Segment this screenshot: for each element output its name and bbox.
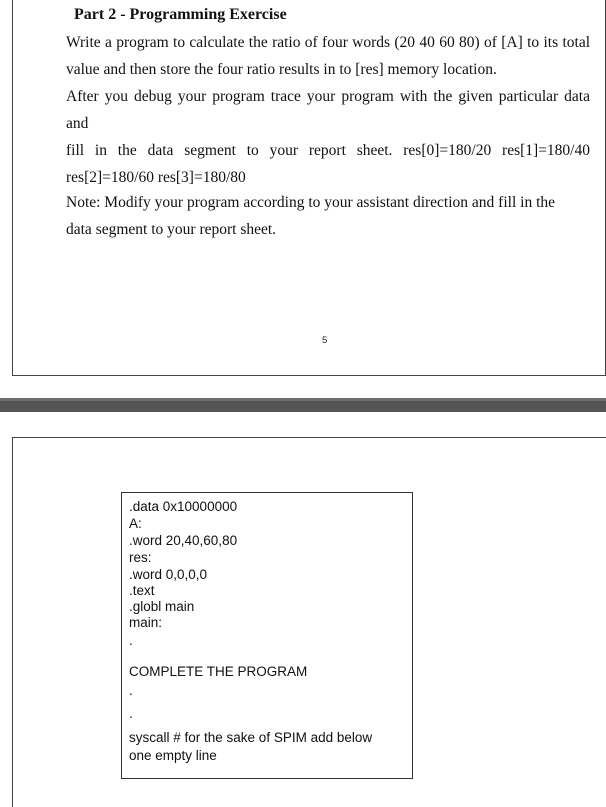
code-listing-box xyxy=(121,492,413,779)
code-line: . xyxy=(129,633,133,648)
page-separator xyxy=(0,398,606,412)
code-line: A: xyxy=(129,516,142,531)
code-line: main: xyxy=(129,615,163,630)
page-number: 5 xyxy=(322,335,328,346)
code-line: .word 20,40,60,80 xyxy=(129,533,238,548)
text-line: After you debug your program trace your program with the given particular data and xyxy=(66,88,590,132)
code-line: .word 0,0,0,0 xyxy=(129,567,208,582)
code-line: COMPLETE THE PROGRAM xyxy=(129,664,308,679)
code-line: res: xyxy=(129,550,152,565)
exercise-description xyxy=(66,29,590,191)
note-paragraph xyxy=(66,189,590,243)
code-line: .text xyxy=(129,583,155,598)
text-line: Write a program to calculate the ratio of four words (20 40 60 80) of [A] to its total xyxy=(66,34,590,51)
code-line: . xyxy=(129,683,133,698)
text-line: res[2]=180/60 res[3]=180/80 xyxy=(66,169,246,186)
section-title: Part 2 - Programming Exercise xyxy=(74,6,287,23)
text-line: value and then store the four ratio results in to [res] memory location. xyxy=(66,61,497,78)
text-line: data segment to your report sheet. xyxy=(66,221,277,238)
code-line: .data 0x10000000 xyxy=(129,499,238,514)
code-line: syscall # for the sake of SPIM add below xyxy=(129,730,373,745)
text-line: fill in the data segment to your report sheet. res[0]=180/20 res[1]=180/40 xyxy=(66,142,590,159)
code-line: . xyxy=(129,706,133,721)
text-line: Note: Modify your program according to your assistant direction and fill in the xyxy=(66,194,555,211)
code-line: .globl main xyxy=(129,599,195,614)
code-line: one empty line xyxy=(129,748,217,763)
